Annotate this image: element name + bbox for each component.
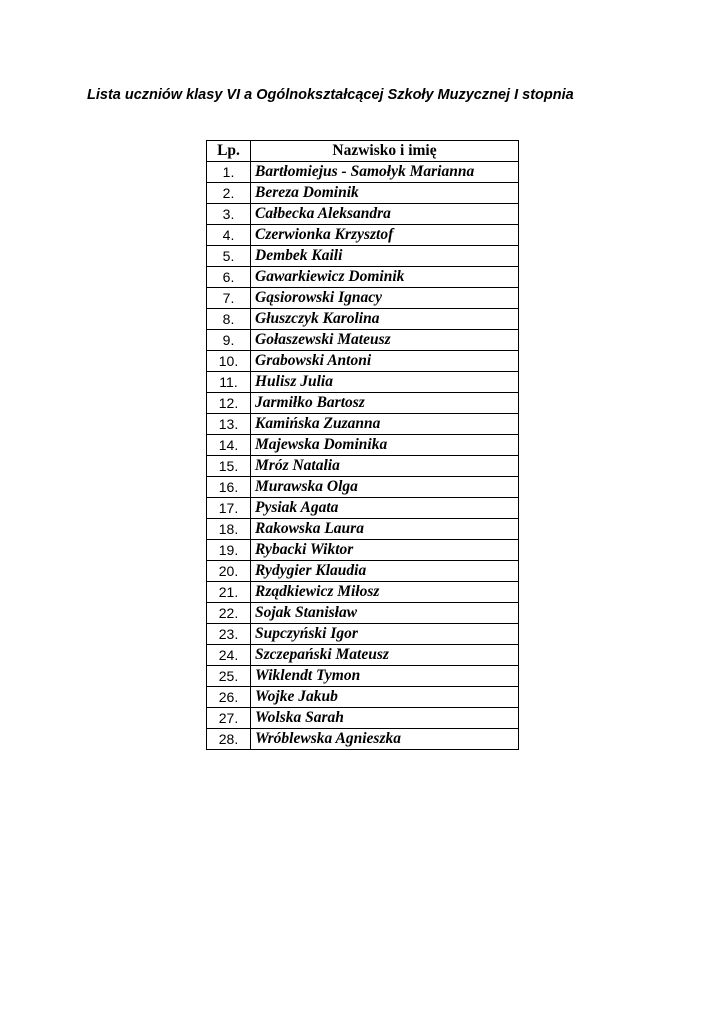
student-name-cell: Pysiak Agata bbox=[251, 498, 519, 519]
student-name-cell: Hulisz Julia bbox=[251, 372, 519, 393]
table-row bbox=[207, 519, 519, 540]
student-name-cell: Majewska Dominika bbox=[251, 435, 519, 456]
row-number-cell: 28. bbox=[207, 729, 251, 750]
row-number-cell: 11. bbox=[207, 372, 251, 393]
table-row bbox=[207, 288, 519, 309]
student-name-cell: Czerwionka Krzysztof bbox=[251, 225, 519, 246]
table-row bbox=[207, 561, 519, 582]
student-name-cell: Bereza Dominik bbox=[251, 183, 519, 204]
table-row bbox=[207, 477, 519, 498]
row-number-cell: 9. bbox=[207, 330, 251, 351]
table-body bbox=[207, 162, 519, 750]
row-number-cell: 10. bbox=[207, 351, 251, 372]
row-number-cell: 18. bbox=[207, 519, 251, 540]
row-number-cell: 21. bbox=[207, 582, 251, 603]
student-name-cell: Głuszczyk Karolina bbox=[251, 309, 519, 330]
row-number-cell: 24. bbox=[207, 645, 251, 666]
table-row bbox=[207, 582, 519, 603]
student-name-cell: Gawarkiewicz Dominik bbox=[251, 267, 519, 288]
row-number-cell: 5. bbox=[207, 246, 251, 267]
student-name-cell: Bartłomiejus - Samołyk Marianna bbox=[251, 162, 519, 183]
table-header-row bbox=[207, 141, 519, 162]
table-row bbox=[207, 393, 519, 414]
row-number-cell: 8. bbox=[207, 309, 251, 330]
row-number-cell: 4. bbox=[207, 225, 251, 246]
row-number-cell: 27. bbox=[207, 708, 251, 729]
row-number-cell: 15. bbox=[207, 456, 251, 477]
table-row bbox=[207, 498, 519, 519]
student-name-cell: Rydygier Klaudia bbox=[251, 561, 519, 582]
student-name-cell: Supczyński Igor bbox=[251, 624, 519, 645]
student-name-cell: Grabowski Antoni bbox=[251, 351, 519, 372]
student-name-cell: Gąsiorowski Ignacy bbox=[251, 288, 519, 309]
row-number-cell: 20. bbox=[207, 561, 251, 582]
student-name-cell: Rakowska Laura bbox=[251, 519, 519, 540]
table-row bbox=[207, 435, 519, 456]
table-row bbox=[207, 540, 519, 561]
row-number-cell: 19. bbox=[207, 540, 251, 561]
row-number-cell: 14. bbox=[207, 435, 251, 456]
row-number-cell: 13. bbox=[207, 414, 251, 435]
row-number-cell: 16. bbox=[207, 477, 251, 498]
student-name-cell: Jarmiłko Bartosz bbox=[251, 393, 519, 414]
student-list-table bbox=[206, 140, 519, 750]
table-row bbox=[207, 372, 519, 393]
row-number-cell: 25. bbox=[207, 666, 251, 687]
table-row bbox=[207, 246, 519, 267]
table-row bbox=[207, 162, 519, 183]
table-row bbox=[207, 414, 519, 435]
row-number-cell: 26. bbox=[207, 687, 251, 708]
row-number-cell: 12. bbox=[207, 393, 251, 414]
student-name-cell: Wojke Jakub bbox=[251, 687, 519, 708]
table-row bbox=[207, 603, 519, 624]
table-row bbox=[207, 267, 519, 288]
row-number-cell: 7. bbox=[207, 288, 251, 309]
student-name-cell: Rządkiewicz Miłosz bbox=[251, 582, 519, 603]
table-row bbox=[207, 624, 519, 645]
student-name-cell: Wróblewska Agnieszka bbox=[251, 729, 519, 750]
row-number-cell: 22. bbox=[207, 603, 251, 624]
student-name-cell: Mróz Natalia bbox=[251, 456, 519, 477]
row-number-cell: 2. bbox=[207, 183, 251, 204]
student-name-cell: Rybacki Wiktor bbox=[251, 540, 519, 561]
row-number-cell: 17. bbox=[207, 498, 251, 519]
table-row bbox=[207, 309, 519, 330]
row-number-cell: 1. bbox=[207, 162, 251, 183]
table-row bbox=[207, 204, 519, 225]
table-row bbox=[207, 708, 519, 729]
document-title: Lista uczniów klasy VI a Ogólnokształcącej Szkoły Muzycznej I stopnia bbox=[87, 87, 574, 103]
student-name-cell: Gołaszewski Mateusz bbox=[251, 330, 519, 351]
table-row bbox=[207, 729, 519, 750]
row-number-cell: 23. bbox=[207, 624, 251, 645]
student-name-cell: Wolska Sarah bbox=[251, 708, 519, 729]
student-name-cell: Szczepański Mateusz bbox=[251, 645, 519, 666]
table-row bbox=[207, 687, 519, 708]
student-name-cell: Całbecka Aleksandra bbox=[251, 204, 519, 225]
table-row bbox=[207, 456, 519, 477]
row-number-cell: 3. bbox=[207, 204, 251, 225]
row-number-cell: 6. bbox=[207, 267, 251, 288]
table-row bbox=[207, 225, 519, 246]
student-name-cell: Wiklendt Tymon bbox=[251, 666, 519, 687]
table-row bbox=[207, 666, 519, 687]
table-row bbox=[207, 645, 519, 666]
column-header-name: Nazwisko i imię bbox=[251, 141, 519, 162]
student-name-cell: Dembek Kaili bbox=[251, 246, 519, 267]
table-row bbox=[207, 351, 519, 372]
student-name-cell: Sojak Stanisław bbox=[251, 603, 519, 624]
student-name-cell: Kamińska Zuzanna bbox=[251, 414, 519, 435]
column-header-lp: Lp. bbox=[207, 141, 251, 162]
table-row bbox=[207, 183, 519, 204]
student-name-cell: Murawska Olga bbox=[251, 477, 519, 498]
table-row bbox=[207, 330, 519, 351]
